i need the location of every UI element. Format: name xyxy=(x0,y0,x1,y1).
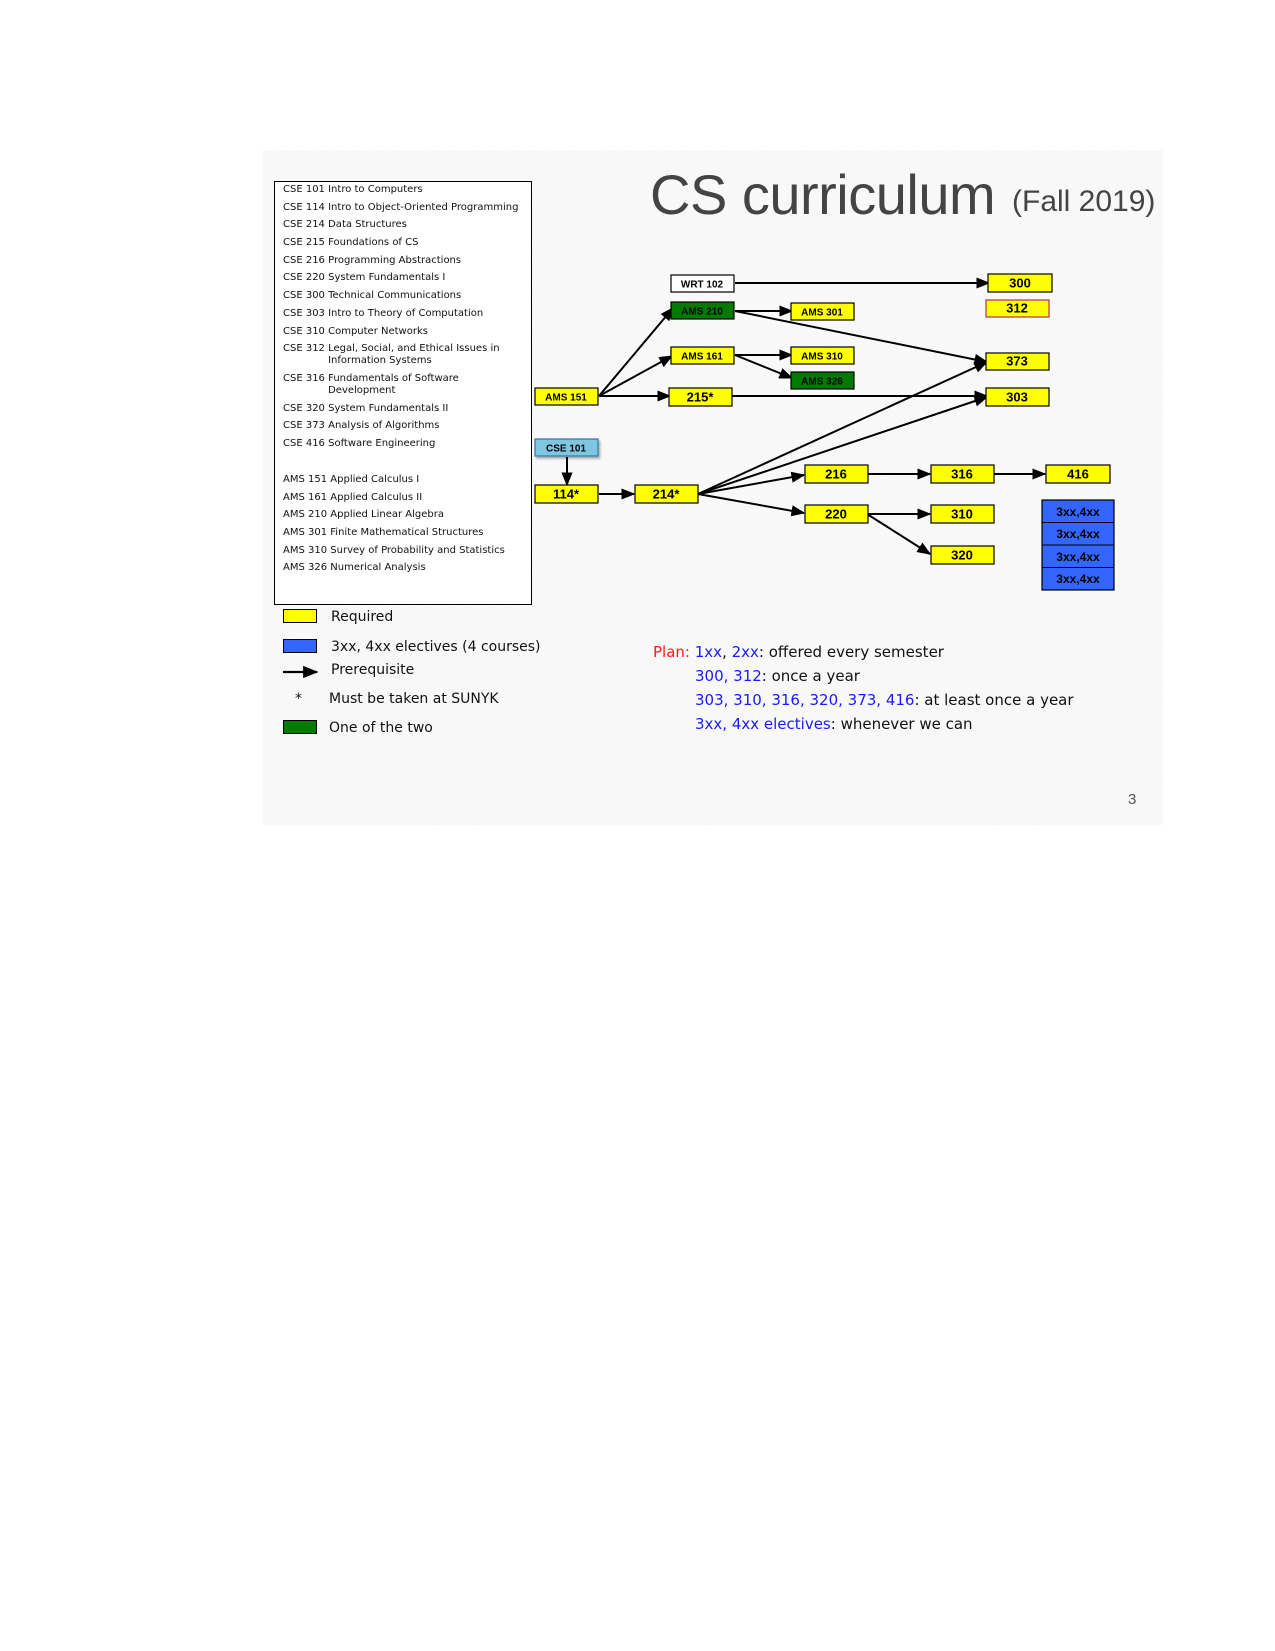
plan-line-3 xyxy=(695,691,1074,709)
node-ams-151 xyxy=(535,388,598,405)
node-label: WRT 102 xyxy=(680,279,724,291)
edge-ams151-ams210 xyxy=(599,308,673,396)
plan-line-2 xyxy=(695,667,860,685)
node-cse-215 xyxy=(669,388,732,406)
plan-label: Plan: xyxy=(653,643,690,661)
course-list-item: CSE 416 Software Engineering xyxy=(283,438,436,449)
node-label: 114* xyxy=(552,486,580,502)
course-list-item: AMS 210 Applied Linear Algebra xyxy=(283,509,445,520)
elective-label: 3xx,4xx xyxy=(1056,550,1100,564)
course-list-item: CSE 312 Legal, Social, and Ethical Issues in Information Systems xyxy=(283,343,500,366)
course-list-item: AMS 161 Applied Calculus II xyxy=(283,492,423,503)
elective-label: 3xx,4xx xyxy=(1056,505,1100,519)
node-label: 300 xyxy=(1009,275,1031,291)
page-number: 3 xyxy=(1128,791,1137,808)
course-list-item: CSE 316 Fundamentals of Software Development xyxy=(283,373,459,396)
course-list-item: CSE 310 Computer Networks xyxy=(283,326,428,337)
edge-ams151-ams161 xyxy=(599,356,672,396)
node-cse-114 xyxy=(535,485,598,503)
course-list-item: AMS 326 Numerical Analysis xyxy=(283,562,426,573)
node-label: 303 xyxy=(1006,389,1028,405)
legend-one-of-two-swatch xyxy=(283,720,317,734)
plan-separator: , xyxy=(722,643,732,661)
node-cse-316 xyxy=(931,465,994,483)
node-label: 316 xyxy=(951,466,973,482)
node-cse-312 xyxy=(986,300,1049,317)
node-label: 214* xyxy=(652,486,680,502)
course-list-item: CSE 214 Data Structures xyxy=(283,219,407,230)
plan-text: : once a year xyxy=(761,667,860,685)
node-label: AMS 151 xyxy=(545,392,587,404)
node-label: 310 xyxy=(951,506,973,522)
node-label: AMS 326 xyxy=(801,376,843,388)
node-cse-303 xyxy=(986,388,1049,406)
node-label: CSE 101 xyxy=(545,443,587,455)
course-list-item: CSE 114 Intro to Object-Oriented Programming xyxy=(283,202,519,213)
node-label: 320 xyxy=(951,547,973,563)
node-label: 373 xyxy=(1006,353,1028,369)
course-list-item: CSE 216 Programming Abstractions xyxy=(283,255,462,266)
course-list-item: CSE 220 System Fundamentals I xyxy=(283,272,446,283)
node-ams-310 xyxy=(791,347,854,364)
plan-text: : whenever we can xyxy=(830,715,973,733)
course-list-item: CSE 101 Intro to Computers xyxy=(283,184,423,195)
course-list-item: CSE 300 Technical Communications xyxy=(283,290,462,301)
node-label: AMS 161 xyxy=(681,351,723,363)
plan-courses: 300, 312 xyxy=(695,667,762,685)
node-cse-220 xyxy=(805,505,868,523)
electives-stack xyxy=(1042,500,1114,590)
node-cse-101 xyxy=(535,439,598,456)
node-label: 416 xyxy=(1067,466,1089,482)
node-label: 215* xyxy=(686,389,714,405)
plan-courses: 303, 310, 316, 320, 373, 416 xyxy=(695,691,915,709)
course-list-item: AMS 301 Finite Mathematical Structures xyxy=(283,527,484,538)
course-list-item: CSE 373 Analysis of Algorithms xyxy=(283,420,440,431)
plan-text: : offered every semester xyxy=(758,643,944,661)
legend-asterisk-icon: * xyxy=(295,691,302,707)
legend-sunyk-label: Must be taken at SUNYK xyxy=(329,691,499,707)
slide-title: CS curriculum xyxy=(650,163,996,226)
plan-text: : at least once a year xyxy=(914,691,1074,709)
node-label: 216 xyxy=(825,466,847,482)
plan-courses: 3xx, 4xx electives xyxy=(695,715,831,733)
course-list-item: CSE 320 System Fundamentals II xyxy=(283,403,449,414)
node-ams-301 xyxy=(791,303,854,320)
node-cse-214 xyxy=(635,485,698,503)
course-list-item: CSE 303 Intro to Theory of Computation xyxy=(283,308,484,319)
plan-courses: 1xx xyxy=(694,643,723,661)
edge-220-320 xyxy=(867,514,930,554)
node-ams-161 xyxy=(671,347,734,364)
node-cse-416 xyxy=(1046,465,1110,483)
legend-electives-label: 3xx, 4xx electives (4 courses) xyxy=(331,639,541,655)
legend-required-swatch xyxy=(283,609,317,623)
node-cse-300 xyxy=(988,274,1052,292)
node-cse-320 xyxy=(931,546,994,564)
node-cse-373 xyxy=(986,353,1049,370)
elective-label: 3xx,4xx xyxy=(1056,572,1100,586)
node-label: AMS 210 xyxy=(681,306,723,318)
plan-courses: 2xx xyxy=(731,643,759,661)
legend-one-of-two-label: One of the two xyxy=(329,720,433,736)
node-label: AMS 310 xyxy=(801,351,843,363)
edge-ams161-ams326 xyxy=(735,355,792,378)
node-ams-210 xyxy=(671,302,734,319)
slide-subtitle: (Fall 2019) xyxy=(1012,185,1156,218)
node-label: 220 xyxy=(825,506,847,522)
legend-required-label: Required xyxy=(331,609,394,625)
course-list-item: AMS 310 Survey of Probability and Statistics xyxy=(283,545,505,556)
legend-electives-swatch xyxy=(283,639,317,653)
node-label: 312 xyxy=(1006,300,1028,316)
node-label: AMS 301 xyxy=(801,307,843,319)
elective-label: 3xx,4xx xyxy=(1056,527,1100,541)
course-list-item: AMS 151 Applied Calculus I xyxy=(283,474,420,485)
legend-prerequisite-label: Prerequisite xyxy=(331,662,415,678)
node-ams-326 xyxy=(791,372,854,389)
node-wrt-102 xyxy=(671,275,734,292)
edge-214-220 xyxy=(698,494,804,513)
node-cse-216 xyxy=(805,465,868,483)
node-cse-310 xyxy=(931,505,994,523)
course-list-item: CSE 215 Foundations of CS xyxy=(283,237,419,248)
plan-line-4 xyxy=(695,715,973,733)
edge-214-216 xyxy=(698,475,804,494)
plan-line-1 xyxy=(653,643,944,661)
